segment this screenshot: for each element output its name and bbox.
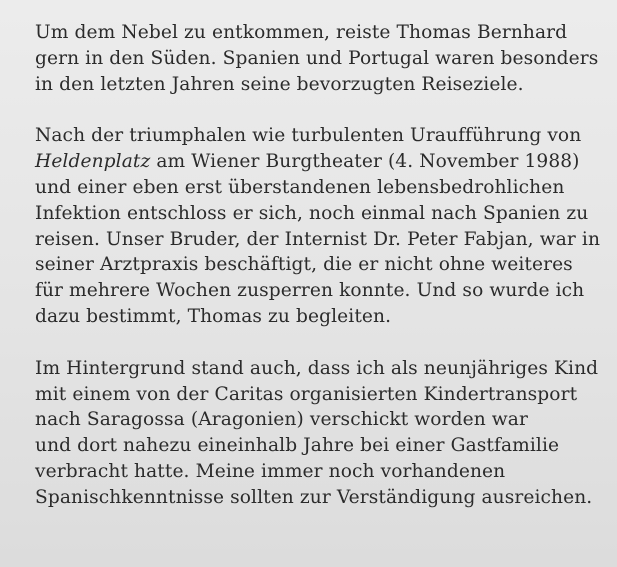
text-segment: Um dem Nebel zu entkommen, reiste Thomas Bernhard [35, 22, 568, 43]
text-line [35, 356, 617, 382]
text-segment: Im Hintergrund stand auch, dass ich als neunjähriges Kind [35, 357, 599, 379]
text-line [35, 278, 617, 304]
text-line [35, 20, 617, 46]
text-line [35, 123, 617, 149]
text-line [35, 485, 617, 511]
text-line [35, 227, 617, 253]
text-line [35, 201, 617, 227]
text-line [35, 72, 617, 98]
text-segment: und einer eben erst überstandenen lebensbedrohlichen [35, 176, 565, 198]
text-line [35, 433, 617, 459]
paragraph-1 [35, 20, 617, 97]
text-segment: gern in den Süden. Spanien und Portugal waren besonders [35, 47, 599, 69]
text-line [35, 304, 617, 330]
text-segment: und dort nahezu eineinhalb Jahre bei einer Gastfamilie [35, 435, 560, 457]
text-segment: nach Saragossa (Aragonien) verschickt worden war [35, 409, 528, 431]
italic-play-title: Heldenplatz [35, 151, 151, 173]
text-segment: Spanischkenntnisse sollten zur Verständigung ausreichen. [35, 486, 593, 508]
text-line [35, 175, 617, 201]
text-segment: dazu bestimmt, Thomas zu begleiten. [35, 305, 392, 327]
text-segment: mit einem von der Caritas organisierten Kindertransport [35, 383, 578, 405]
text-segment: am Wiener Burgtheater (4. November 1988) [150, 151, 580, 173]
text-line [35, 252, 617, 278]
text-segment: in den letzten Jahren seine bevorzugten Reiseziele. [35, 73, 524, 95]
paragraph-2 [35, 123, 617, 329]
text-line [35, 407, 617, 433]
text-segment: Nach der triumphalen wie turbulenten Uraufführung von [35, 125, 582, 147]
text-segment: für mehrere Wochen zusperren konnte. Und so wurde ich [35, 280, 585, 302]
text-line [35, 459, 617, 485]
text-line [35, 382, 617, 408]
text-segment: reisen. Unser Bruder, der Internist Dr. Peter Fabjan, war in [35, 228, 601, 250]
text-line [35, 46, 617, 72]
text-segment: Infektion entschloss er sich, noch einmal nach Spanien zu [35, 202, 589, 224]
text-segment: seiner Arztpraxis beschäftigt, die er nicht ohne weiteres [35, 254, 573, 276]
paragraph-3 [35, 356, 617, 511]
text-line [35, 149, 617, 175]
text-segment: verbracht hatte. Meine immer noch vorhandenen [35, 460, 506, 482]
